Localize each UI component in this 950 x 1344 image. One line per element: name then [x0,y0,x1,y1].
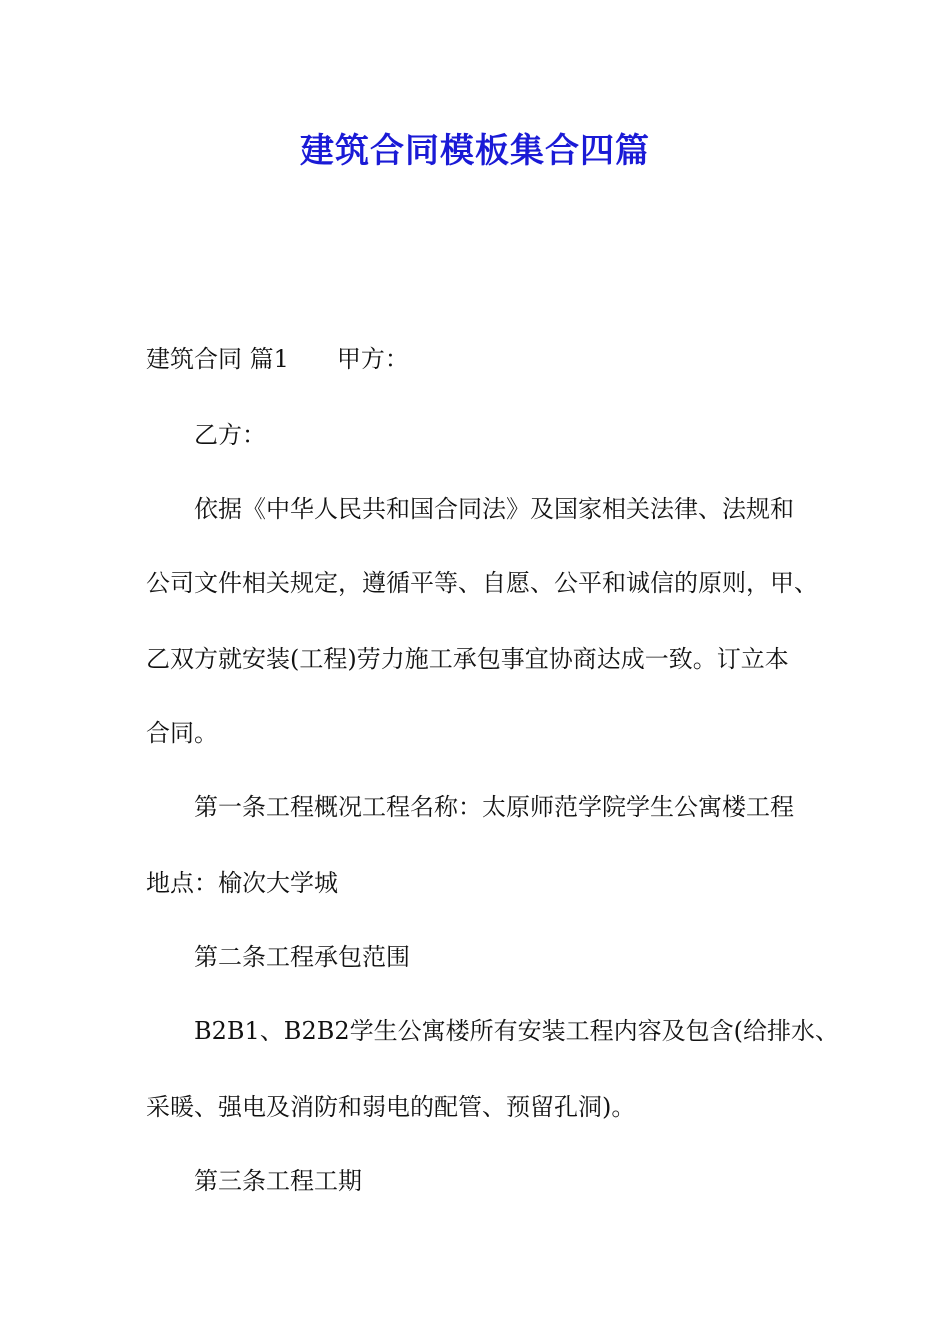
paragraph-line: 公司文件相关规定，遵循平等、自愿、公平和诚信的原则，甲、 [146,569,818,597]
paragraph-line: 乙双方就安装(工程)劳力施工承包事宜协商达成一致。订立本 [146,645,789,673]
scope-line: B2B1、B2B2学生公寓楼所有安装工程内容及包含(给排水、 [194,1017,839,1045]
article-2-heading: 第二条工程承包范围 [194,943,410,971]
party-b-label: 乙方： [194,421,266,449]
document-title: 建筑合同模板集合四篇 [300,131,650,171]
paragraph-line: 合同。 [146,719,218,747]
contract-heading-line [146,342,409,376]
scope-line: 采暖、强电及消防和弱电的配管、预留孔洞)。 [146,1093,636,1121]
contract-section-label: 建筑合同 篇1 [146,345,289,373]
party-a-label: 甲方： [336,345,409,373]
article-3-heading: 第三条工程工期 [194,1167,362,1195]
article-1-location: 地点：榆次大学城 [146,869,338,897]
paragraph-line: 依据《中华人民共和国合同法》及国家相关法律、法规和 [194,495,794,523]
article-1-line: 第一条工程概况工程名称：太原师范学院学生公寓楼工程 [194,793,794,821]
